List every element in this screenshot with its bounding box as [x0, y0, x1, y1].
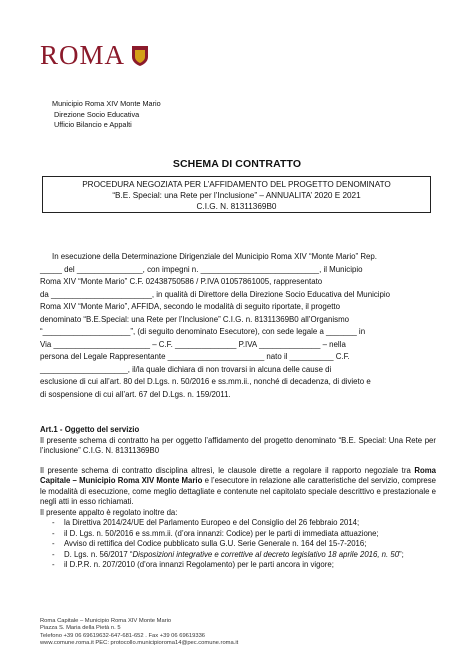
article-1 — [40, 425, 436, 571]
intro-line: da _______________________, in qualità di Direttore della Direzione Socio Educativa del Municipio — [40, 289, 391, 299]
intro-line: esclusione di cui all’art. 80 del D.Lgs. n. 50/2016 e ss.mm.ii., nonché di decadenza, di divieto e — [40, 377, 371, 386]
intro-paragraph — [40, 251, 436, 401]
roma-shield-icon — [131, 45, 149, 67]
article-paragraph — [40, 466, 436, 508]
intro-line: Roma XIV “Monte Mario” C.F. 02438750586 / P.IVA 01057861005, rappresentato — [40, 277, 323, 286]
italic-span: Disposizioni integrative e correttive al decreto legislativo 18 aprile 2016, n. 50 — [132, 549, 400, 559]
text-span: ”; — [399, 549, 404, 559]
document-title: SCHEMA DI CONTRATTO — [172, 158, 302, 170]
page-footer — [40, 618, 238, 648]
list-item: - Avviso di rettifica del Codice pubblicato sulla G.U. Serie Generale n. 164 del 15-7-2016; — [64, 539, 436, 550]
intro-line: denominato “B.E.Special: una Rete per l’Inclusione” C.I.G. n. 81311369B0 all’Organismo — [40, 314, 350, 324]
procedure-line-1: PROCEDURA NEGOZIATA PER L’AFFIDAMENTO DEL PROGETTO DENOMINATO — [82, 180, 391, 189]
list-item — [64, 550, 436, 561]
office-header — [52, 99, 161, 131]
intro-line: In esecuzione della Determinazione Dirigenziale del Municipio Roma XIV “Monte Mario” Rep. — [52, 252, 377, 261]
text-span: D. Lgs. n. 56/2017 “ — [64, 549, 133, 559]
footer-line: Roma Capitale – Municipio Roma XIV Monte Mario — [40, 618, 172, 624]
list-item: - il D.P.R. n. 207/2010 (d’ora innanzi Regolamento) per le parti ancora in vigore; — [64, 560, 436, 571]
logo-text: ROMA — [40, 40, 126, 70]
bold-span: Roma Capitale – Municipio Roma XIV Monte Mario — [40, 465, 436, 485]
list-item: - la Direttiva 2014/24/UE del Parlamento Europeo e del Consiglio del 26 febbraio 2014; — [64, 518, 436, 529]
article-paragraph: Il presente schema di contratto ha per oggetto l’affidamento del progetto denominato “B.E. Special: Una Rete per l’inclusione” C.I.G. N. 81311369B0 — [40, 435, 436, 455]
intro-line: Roma XIV “Monte Mario”, AFFIDA, secondo le modalità di seguito riportate, il progetto — [40, 302, 340, 311]
footer-line: Telefono +39 06 69619632-647-681-652 . Fax +39 06 69619336 — [40, 632, 206, 639]
article-paragraph: Il presente appalto è regolato inoltre da: — [40, 507, 178, 517]
text-span: Il presente schema di contratto disciplina altresì, le clausole dirette a regolare il rapporto negoziale tra — [40, 465, 415, 475]
text-span: e l’esecutore in relazione alle caratteristiche del servizio, comprese le modalità di esecuzione, come meglio dettagliate e contenute nel capitolato speciale descrittivo e prestazionale e negli atti in esso richiamati. — [40, 476, 436, 506]
intro-line: di sospensione di cui all’art. 67 del D.Lgs. n. 159/2011. — [40, 389, 231, 399]
article-heading: Art.1 - Oggetto del servizio — [40, 425, 140, 434]
intro-line: _____ del _______________, con impegni n. ___________________________, il Municipio — [40, 264, 363, 274]
procedure-line-3: C.I.G. N. 81311369B0 — [196, 202, 277, 211]
intro-line: Via ______________________ – C.F. ______________ P.IVA ______________ – nella — [40, 339, 346, 349]
footer-line: Piazza S. Maria della Pietà n. 5 — [40, 625, 121, 632]
regulation-list — [40, 518, 436, 571]
office-line-1: Municipio Roma XIV Monte Mario — [52, 99, 161, 108]
list-item: - il D. Lgs. n. 50/2016 e ss.mm.ii. (d’ora innanzi: Codice) per le parti di immediata attuazione; — [64, 529, 436, 540]
intro-line: ____________________, il/la quale dichiara di non trovarsi in alcuna delle cause di — [40, 364, 332, 374]
procedure-box — [42, 176, 431, 213]
footer-line: www.comune.roma.it PEC: protocollo.municipioroma14@pec.comune.roma.it — [40, 640, 239, 647]
office-line-2: Direzione Socio Educativa — [54, 109, 140, 119]
roma-logo — [40, 40, 149, 71]
procedure-line-2: “B.E. Special: una Rete per l’Inclusione” – ANNUALITA’ 2020 E 2021 — [112, 191, 361, 200]
intro-line: “____________________”, (di seguito denominato Esecutore), con sede legale a _______ in — [40, 327, 366, 336]
office-line-3: Ufficio Bilancio e Appalti — [54, 120, 132, 129]
intro-line: persona del Legale Rappresentante ______________________ nato il __________ C.F. — [40, 352, 350, 361]
